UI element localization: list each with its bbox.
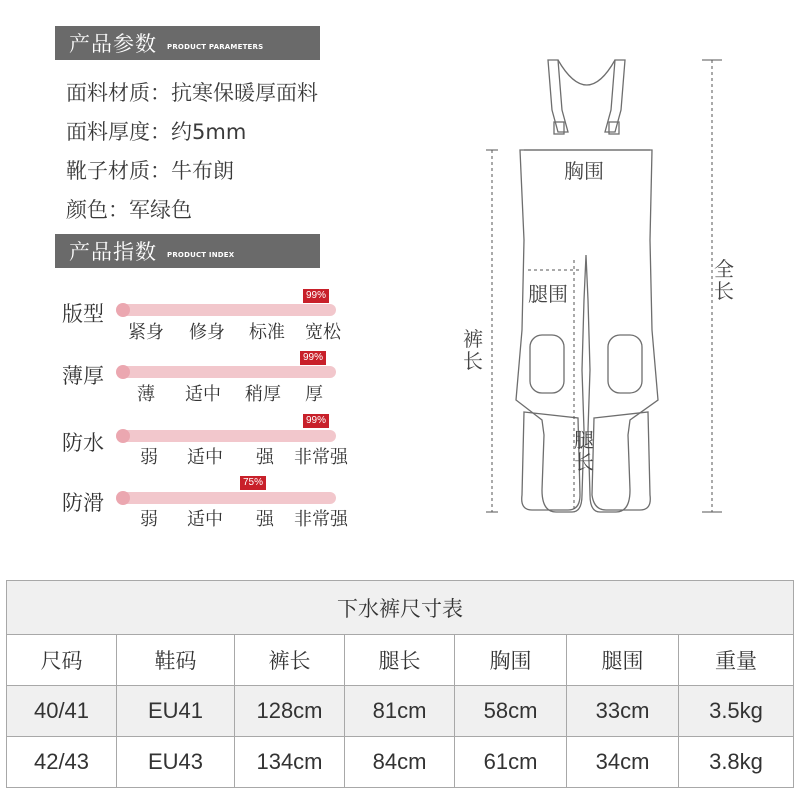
- leg-length-label: 腿长: [574, 428, 594, 474]
- cell: 134cm: [235, 737, 345, 788]
- index-badge-waterproof: 99%: [303, 414, 329, 428]
- header-cell: 裤长: [235, 635, 345, 686]
- chest-label: 胸围: [564, 159, 604, 183]
- params-header: [55, 26, 320, 60]
- wader-outline: [440, 40, 800, 530]
- size-table-title-row: [7, 581, 794, 635]
- size-table: [6, 580, 794, 788]
- cell: 58cm: [455, 686, 567, 737]
- cell: 34cm: [567, 737, 679, 788]
- cell: 3.5kg: [679, 686, 794, 737]
- spec-color: 颜色：军绿色: [66, 198, 192, 222]
- header-cell: 腿围: [567, 635, 679, 686]
- tick: 修身: [189, 322, 225, 343]
- cell: 84cm: [345, 737, 455, 788]
- spec-material: 面料材质：抗寒保暖厚面料: [66, 81, 318, 105]
- pants-length-label: 裤长: [463, 327, 483, 373]
- index-title: 产品指数: [69, 240, 157, 264]
- tick: 适中: [187, 509, 223, 530]
- cell: 81cm: [345, 686, 455, 737]
- index-bar-fit: [118, 304, 336, 316]
- index-bar-waterproof: [118, 430, 336, 442]
- index-badge-thickness: 99%: [300, 351, 326, 365]
- table-row: [7, 686, 794, 737]
- params-title: 产品参数: [69, 32, 157, 56]
- tick: 弱: [140, 447, 158, 468]
- index-bar-antislip: [118, 492, 336, 504]
- size-table-title: 下水裤尺寸表: [7, 581, 794, 635]
- index-bar-thickness: [118, 366, 336, 378]
- left-knee-pad: [530, 335, 564, 393]
- total-length-label: 全长: [714, 257, 734, 303]
- right-boot: [592, 412, 650, 510]
- cell: 128cm: [235, 686, 345, 737]
- tick: 强: [256, 447, 274, 468]
- tick: 稍厚: [245, 384, 281, 405]
- tick: 弱: [140, 509, 158, 530]
- header-cell: 鞋码: [117, 635, 235, 686]
- header-cell: 尺码: [7, 635, 117, 686]
- thigh-label: 腿围: [528, 282, 568, 306]
- cell: EU41: [117, 686, 235, 737]
- tick: 宽松: [305, 322, 341, 343]
- tick: 非常强: [294, 509, 348, 530]
- cell: 61cm: [455, 737, 567, 788]
- cell: 42/43: [7, 737, 117, 788]
- cell: 3.8kg: [679, 737, 794, 788]
- tick: 紧身: [128, 322, 164, 343]
- table-row: [7, 737, 794, 788]
- index-badge-antislip: 75%: [240, 476, 266, 490]
- index-badge-fit: 99%: [303, 289, 329, 303]
- index-label-thickness: 薄厚: [62, 364, 104, 388]
- spec-boot-material: 靴子材质：牛布朗: [66, 159, 234, 183]
- spec-thickness: 面料厚度：约5mm: [66, 120, 247, 144]
- index-title-en: PRODUCT INDEX: [167, 251, 235, 259]
- right-knee-pad: [608, 335, 642, 393]
- cell: 33cm: [567, 686, 679, 737]
- index-label-antislip: 防滑: [62, 491, 104, 515]
- tick: 薄: [137, 384, 155, 405]
- tick: 厚: [305, 384, 323, 405]
- index-label-waterproof: 防水: [62, 431, 104, 455]
- index-label-fit: 版型: [62, 302, 104, 326]
- cell: EU43: [117, 737, 235, 788]
- size-table-header-row: [7, 635, 794, 686]
- cell: 40/41: [7, 686, 117, 737]
- header-cell: 胸围: [455, 635, 567, 686]
- tick: 非常强: [294, 447, 348, 468]
- tick: 适中: [185, 384, 221, 405]
- back-yoke: [558, 60, 615, 85]
- header-cell: 腿长: [345, 635, 455, 686]
- wader-diagram: [440, 40, 800, 530]
- params-title-en: PRODUCT PARAMETERS: [167, 43, 264, 51]
- index-header: [55, 234, 320, 268]
- tick: 适中: [187, 447, 223, 468]
- header-cell: 重量: [679, 635, 794, 686]
- tick: 标准: [249, 322, 285, 343]
- tick: 强: [256, 509, 274, 530]
